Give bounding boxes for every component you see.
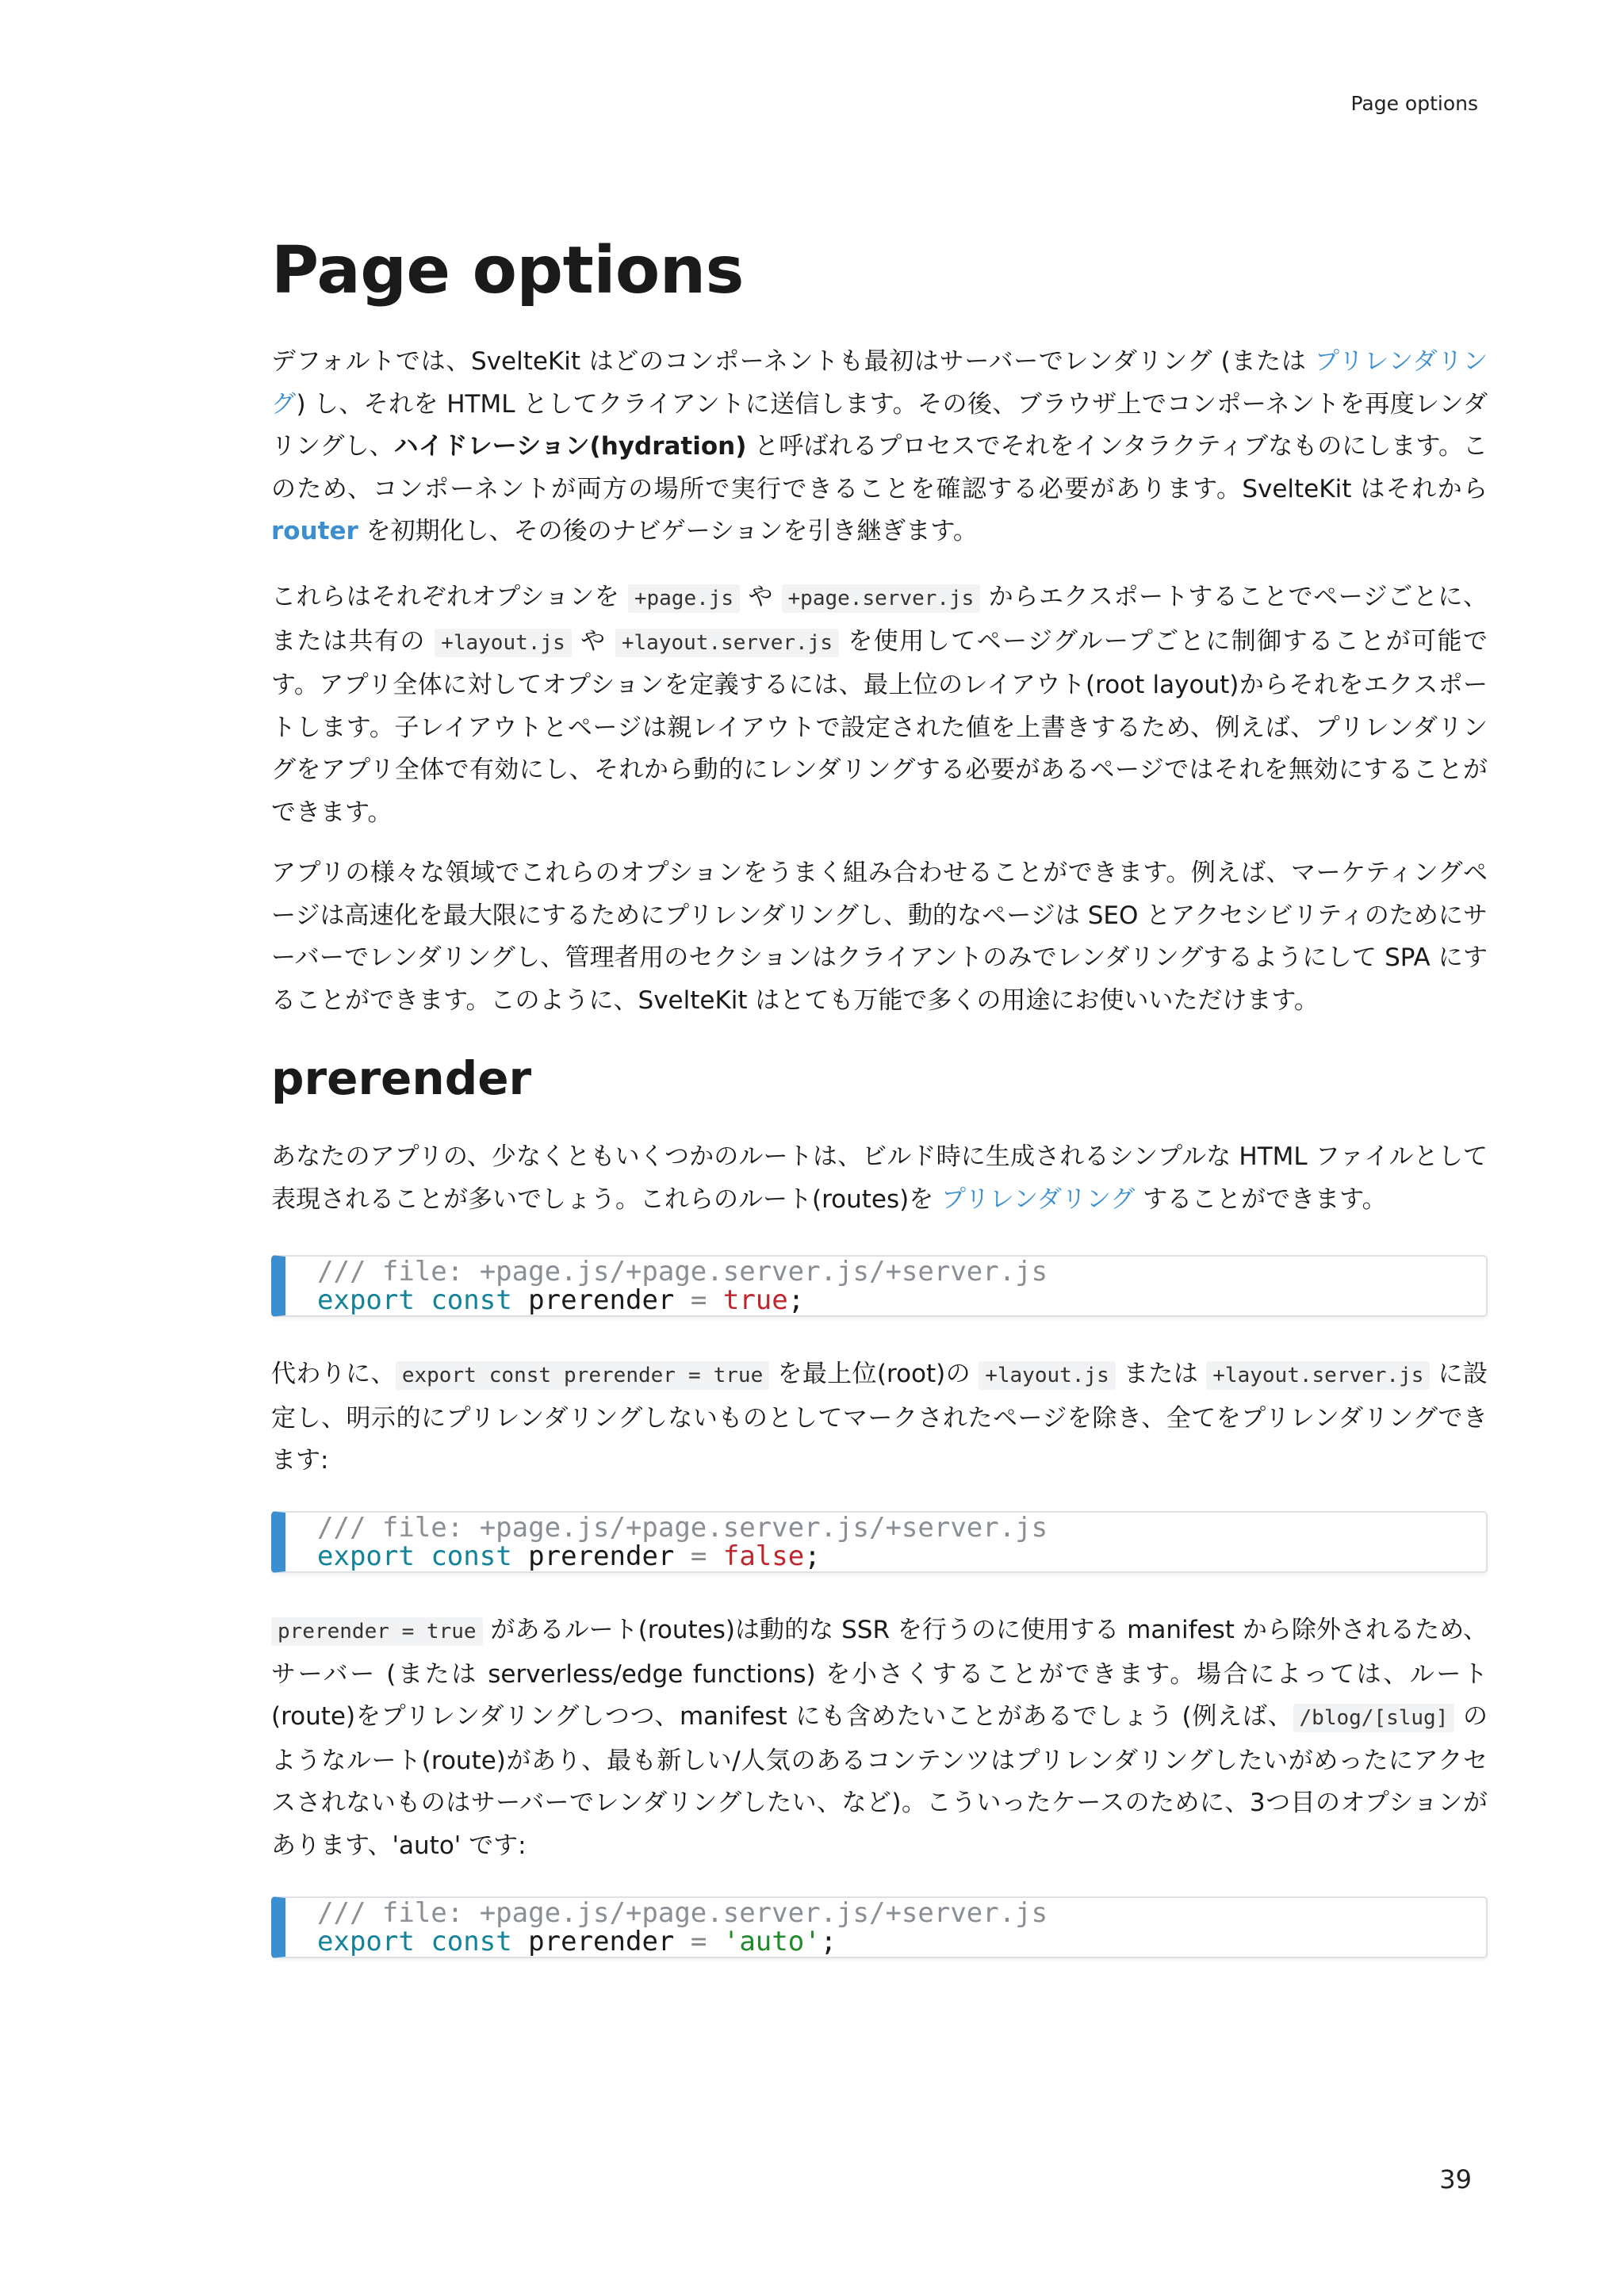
options-text-1: これらはそれぞれオプションを <box>271 583 628 611</box>
root-text-2: を最上位(root)の <box>769 1360 979 1388</box>
root-text-4: に設定し、明示的にプリレンダリングしないものとしてマークされたページを除き、全てをプリレンダリングできます: <box>271 1360 1488 1475</box>
root-text-1: 代わりに、 <box>271 1360 396 1388</box>
intro-paragraph <box>271 341 1488 553</box>
running-header: Page options <box>1350 92 1478 115</box>
code-block <box>271 1255 1488 1317</box>
options-text-2: や <box>740 583 782 611</box>
prerender-paragraph <box>271 1136 1488 1221</box>
section-heading-prerender: prerender <box>271 1051 532 1105</box>
code-block <box>271 1896 1488 1958</box>
code-operator: = <box>690 1540 707 1572</box>
code-comment: /// file: +page.js/+page.server.js/+server.js <box>317 1512 1048 1544</box>
inline-code: +page.server.js <box>782 584 981 613</box>
inline-code: +page.js <box>628 584 740 613</box>
code-semicolon: ; <box>820 1926 837 1957</box>
code-keyword: export <box>317 1540 415 1572</box>
page-number: 39 <box>1439 2164 1472 2195</box>
code-statement <box>317 1927 837 1957</box>
code-operator: = <box>690 1926 707 1957</box>
code-literal: true <box>722 1284 788 1316</box>
code-block <box>271 1511 1488 1573</box>
inline-code: /blog/[slug] <box>1293 1704 1455 1732</box>
prerender-link[interactable]: プリレンダリング <box>941 1184 1136 1214</box>
intro-text-4: を初期化し、その後のナビゲーションを引き継ぎます。 <box>358 517 978 545</box>
code-keyword: const <box>431 1540 512 1572</box>
intro-text-3: と呼ばれるプロセスでそれをインタラクティブなものにします。このため、コンポーネントが両方の場所で実行できることを確認する必要があります。SvelteKit はそれから <box>271 432 1488 503</box>
inline-code: +layout.js <box>435 629 572 657</box>
code-semicolon: ; <box>804 1540 821 1572</box>
options-text-3: からエクスポートすることでページごとに、または共有の <box>271 583 1488 656</box>
inline-code: +layout.server.js <box>615 629 839 657</box>
manifest-text-2: のようなルート(route)があり、最も新しい/人気のあるコンテンツはプリレンダリングしたいがめったにアクセスされないものはサーバーでレンダリングしたい、など)。こういったケースのために、3つ目のオプションがあります、'auto' です: <box>271 1702 1488 1860</box>
code-keyword: const <box>431 1284 512 1316</box>
code-keyword: const <box>431 1926 512 1957</box>
root-text-3: または <box>1115 1360 1207 1388</box>
options-paragraph <box>271 576 1488 834</box>
code-operator: = <box>690 1284 707 1316</box>
inline-code: +layout.js <box>979 1361 1116 1390</box>
prerender-link[interactable]: プリレンダリング <box>271 347 1488 419</box>
code-comment: /// file: +page.js/+page.server.js/+server.js <box>317 1256 1048 1288</box>
prerender-text-1: あなたのアプリの、少なくともいくつかのルートは、ビルド時に生成されるシンプルな HTML ファイルとして表現されることが多いでしょう。これらのルート(routes)を <box>271 1142 1488 1214</box>
options-text-5: を使用してページグループごとに制御することが可能です。アプリ全体に対してオプションを定義するには、最上位のレイアウト(root layout)からそれをエクスポートします。子レイアウトとページは親レイアウトで設定された値を上書きするため、例えば、プリレンダリングをアプリ全体で有効にし、それから動的にレンダリングする必要があるページではそれを無効にすることができます。 <box>271 626 1488 827</box>
code-statement <box>317 1541 821 1571</box>
intro-text-1: デフォルトでは、SvelteKit はどのコンポーネントも最初はサーバーでレンダリング (または <box>271 347 1316 376</box>
code-comment: /// file: +page.js/+page.server.js/+server.js <box>317 1897 1048 1929</box>
router-link[interactable]: router <box>271 517 358 545</box>
code-semicolon: ; <box>787 1284 805 1316</box>
code-identifier: prerender <box>528 1926 675 1957</box>
code-string: 'auto' <box>722 1926 821 1957</box>
root-layout-paragraph <box>271 1353 1488 1483</box>
code-keyword: export <box>317 1926 415 1957</box>
code-statement <box>317 1285 804 1315</box>
page-title: Page options <box>271 233 744 308</box>
inline-code: +layout.server.js <box>1206 1361 1430 1390</box>
code-identifier: prerender <box>528 1540 675 1572</box>
intro-text-2: ) し、それを HTML としてクライアントに送信します。その後、ブラウザ上でコンポーネントを再度レンダリングし、 <box>271 389 1488 461</box>
manifest-paragraph <box>271 1609 1488 1867</box>
prerender-text-2: することができます。 <box>1135 1184 1387 1214</box>
manifest-text-1: があるルート(routes)は動的な SSR を行うのに使用する manifest から除外されるため、サーバー (または serverless/edge functions) を小さくすることができます。場合によっては、ルート(route)をプリレンダリングしつつ、manifest にも含めたいことがあるでしょう (例えば、 <box>271 1616 1488 1731</box>
code-identifier: prerender <box>528 1284 675 1316</box>
inline-code: prerender = true <box>271 1617 483 1646</box>
code-literal: false <box>722 1540 805 1572</box>
code-keyword: export <box>317 1284 415 1316</box>
hydration-term: ハイドレーション(hydration) <box>393 432 747 461</box>
inline-code: export const prerender = true <box>396 1361 769 1390</box>
options-text-4: や <box>571 626 615 656</box>
combine-paragraph: アプリの様々な領域でこれらのオプションをうまく組み合わせることができます。例えば、マーケティングページは高速化を最大限にするためにプリレンダリングし、動的なページは SEO とアクセシビリティのためにサーバーでレンダリングし、管理者用のセクションはクライアントのみでレンダリングするようにして SPA にすることができます。このように、SvelteKit はとても万能で多くの用途にお使いいただけます。 <box>271 859 1488 1015</box>
